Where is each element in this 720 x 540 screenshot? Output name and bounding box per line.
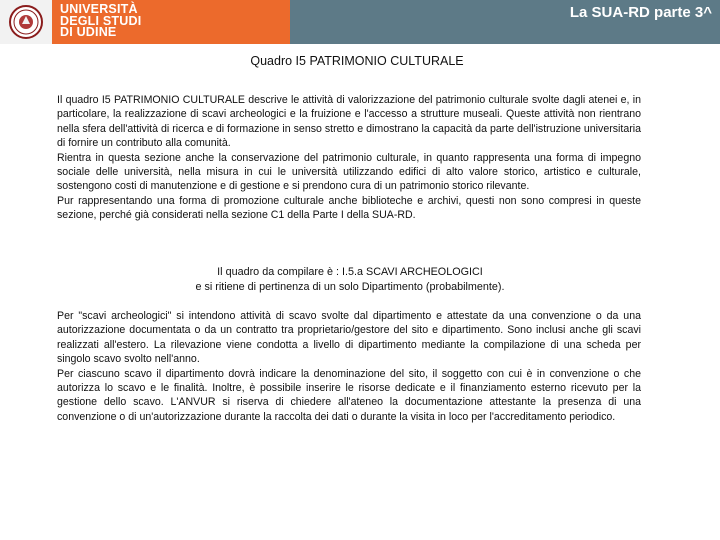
university-name-line: DI UDINE [60, 25, 117, 39]
university-logo [0, 0, 290, 44]
intro-text [57, 93, 641, 223]
detail-text [57, 309, 641, 424]
header-bar [0, 0, 720, 44]
detail-paragraph: Per "scavi archeologici" si intendono attività di scavo svolte dal dipartimento e attestate da una convenzione o da una autorizzazione documentata o da un contratto tra proprietario/gestore del sito e dipartimento. Sono inclusi anche gli scavi realizzati all'estero. La rilevazione viene condotta a livello di dipartimento mediante la compilazione di una scheda per singolo scavo svolto nell'anno. [57, 310, 641, 366]
intro-paragraph: Rientra in questa sezione anche la conservazione del patrimonio culturale, in quanto rappresenta una forma di impegno sociale delle università, nella misura in cui le università utilizzando edifici di alto valore storico, artistico e culturale, sostengono costi di manutenzione e di gestione e si prendono cura di un patrimonio storico rilevante. [57, 151, 641, 193]
intro-paragraph: Il quadro I5 PATRIMONIO CULTURALE descrive le attività di valorizzazione del patrimonio culturale svolte dagli atenei e, in particolare, la realizzazione di scavi archeologici e la fruizione e l'accesso a strutture museali. Queste attività non rientrano nella sfera dell'attività di ricerca e di formazione in senso stretto e dimostrano la capacità da parte dell'istruzione universitaria di fornire un contributo alla comunità. [57, 94, 641, 150]
university-seal-icon [0, 0, 52, 44]
slide-title: La SUA-RD parte 3^ [569, 4, 712, 21]
instruction-line: e si ritiene di pertinenza di un solo Dipartimento (probabilmente). [195, 280, 505, 293]
instruction-note [0, 265, 700, 294]
intro-paragraph: Pur rappresentando una forma di promozione culturale anche biblioteche e archivi, questi non sono compresi in queste sezione, perché già considerati nella sezione C1 della Parte I della SUA-RD. [57, 194, 641, 222]
instruction-line: Il quadro da compilare è : I.5.a SCAVI ARCHEOLOGICI [217, 266, 483, 278]
university-name-line: DEGLI STUDI [60, 13, 142, 28]
detail-paragraph: Per ciascuno scavo il dipartimento dovrà indicare la denominazione del sito, il soggetto con cui è in convenzione o che autorizza lo scavo e le finalità. Inoltre, è possibile inserire le risorse dedicate e il finanziamento esterno ricevuto per la gestione dello scavo. L'ANVUR si riserva di chiedere all'ateneo la documentazione attestante la presenza di una convenzione o di un'autorizzazione durante la raccolta dei dati o durante la visita in loco per l'accreditamento periodico. [57, 367, 641, 423]
section-title: Quadro I5 PATRIMONIO CULTURALE [250, 54, 464, 68]
university-name-line: UNIVERSITÀ [60, 2, 138, 16]
university-name [60, 4, 260, 39]
